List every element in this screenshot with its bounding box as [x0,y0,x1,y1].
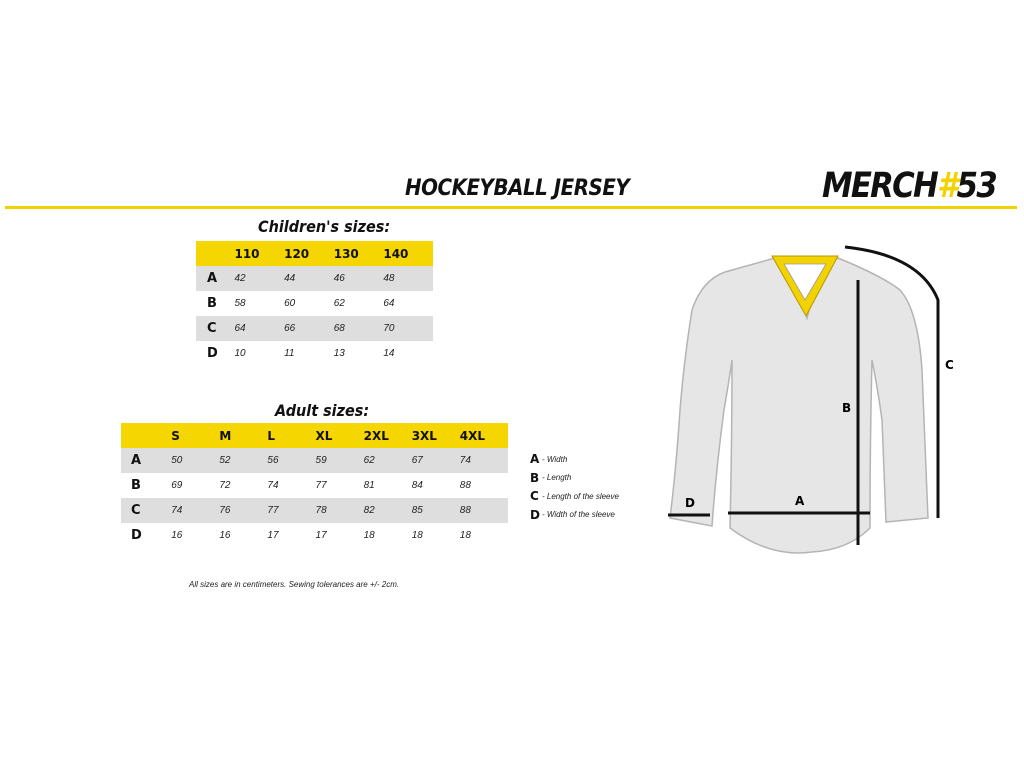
column-header: 120 [284,241,334,266]
column-header: 2XL [364,423,412,448]
table-cell: 11 [284,348,295,359]
table-cell: 59 [316,448,364,473]
legend-item [530,506,619,525]
table-cell: 74 [460,448,508,473]
table-cell: 18 [363,530,375,541]
column-header: 140 [383,241,433,266]
table-cell: 14 [383,348,395,359]
column-header: 130 [334,241,384,266]
table-header-row [121,423,508,448]
table-cell: 77 [315,480,327,491]
table-row [121,523,508,548]
column-header: L [267,423,315,448]
legend-desc: - Length [542,473,572,483]
table-cell: 81 [363,480,375,491]
table-cell: 44 [284,266,334,291]
table-cell: 42 [234,266,284,291]
legend-key: D [530,507,540,522]
legend-key: C [530,489,539,504]
table-cell: 18 [459,530,471,541]
table-cell: 13 [333,348,345,359]
measure-label-c: C [945,358,954,372]
table-cell: 56 [267,448,315,473]
row-label: B [207,296,217,311]
column-header: 4XL [460,423,508,448]
column-header: S [171,423,219,448]
table-row [121,498,508,523]
table-cell: 17 [267,530,279,541]
table-cell: 77 [267,498,315,523]
table-cell: 82 [364,498,412,523]
legend-desc: - Length of the sleeve [542,491,619,501]
children-sizes-title: Children's sizes: [258,217,391,236]
adult-sizes-title: Adult sizes: [275,401,370,420]
row-label: C [196,316,234,341]
table-cell: 85 [412,498,460,523]
row-label: B [131,478,141,493]
table-cell: 52 [219,448,267,473]
table-cell: 69 [171,480,183,491]
brand-logo [822,166,996,206]
table-cell: 18 [411,530,423,541]
table-cell: 68 [334,316,384,341]
table-cell: 62 [333,298,345,309]
table-cell: 70 [383,316,433,341]
column-header: 110 [234,241,284,266]
table-row [196,341,433,366]
row-label: C [121,498,171,523]
logo-number: 53 [956,166,997,206]
measurement-legend [530,450,619,524]
logo-text: MERCH [822,166,937,206]
table-cell: 50 [171,448,219,473]
children-size-table [196,241,433,366]
table-cell: 17 [315,530,327,541]
table-row [196,266,433,291]
legend-item [530,487,619,506]
row-label: A [121,448,171,473]
corner-cell [121,423,171,448]
jersey-diagram [660,240,980,560]
table-cell: 88 [459,480,471,491]
table-row [196,291,433,316]
table-header-row [196,241,433,266]
header-divider [5,206,1017,209]
table-cell: 10 [234,348,246,359]
table-cell: 16 [171,530,183,541]
legend-key: B [530,470,540,485]
legend-item [530,450,619,469]
row-label: D [207,346,218,361]
table-cell: 66 [284,316,334,341]
table-cell: 16 [219,530,231,541]
adult-size-table [121,423,508,548]
column-header: M [219,423,267,448]
column-header: 3XL [412,423,460,448]
table-row [121,448,508,473]
table-cell: 64 [383,298,395,309]
measure-label-b: B [842,401,852,415]
table-cell: 74 [267,480,279,491]
column-header: XL [316,423,364,448]
row-label: A [196,266,234,291]
table-row [121,473,508,498]
legend-desc: - Width [542,454,568,464]
table-cell: 78 [316,498,364,523]
table-cell: 88 [460,498,508,523]
table-cell: 60 [284,298,296,309]
table-row [196,316,433,341]
table-cell: 72 [219,480,231,491]
table-cell: 64 [234,316,284,341]
table-cell: 74 [171,498,219,523]
table-cell: 76 [219,498,267,523]
measure-label-d: D [685,496,695,510]
table-cell: 58 [234,298,246,309]
legend-key: A [530,452,540,467]
page-title: HOCKEYBALL JERSEY [405,176,630,201]
table-cell: 48 [383,266,433,291]
measurement-note: All sizes are in centimeters. Sewing tolerances are +/- 2cm. [189,580,400,589]
corner-cell [196,241,234,266]
legend-desc: - Width of the sleeve [542,510,615,520]
logo-hash: # [936,166,957,206]
measure-label-a: A [795,494,805,508]
legend-item [530,469,619,488]
table-cell: 46 [334,266,384,291]
table-cell: 62 [364,448,412,473]
row-label: D [131,528,142,543]
table-cell: 84 [411,480,423,491]
table-cell: 67 [412,448,460,473]
